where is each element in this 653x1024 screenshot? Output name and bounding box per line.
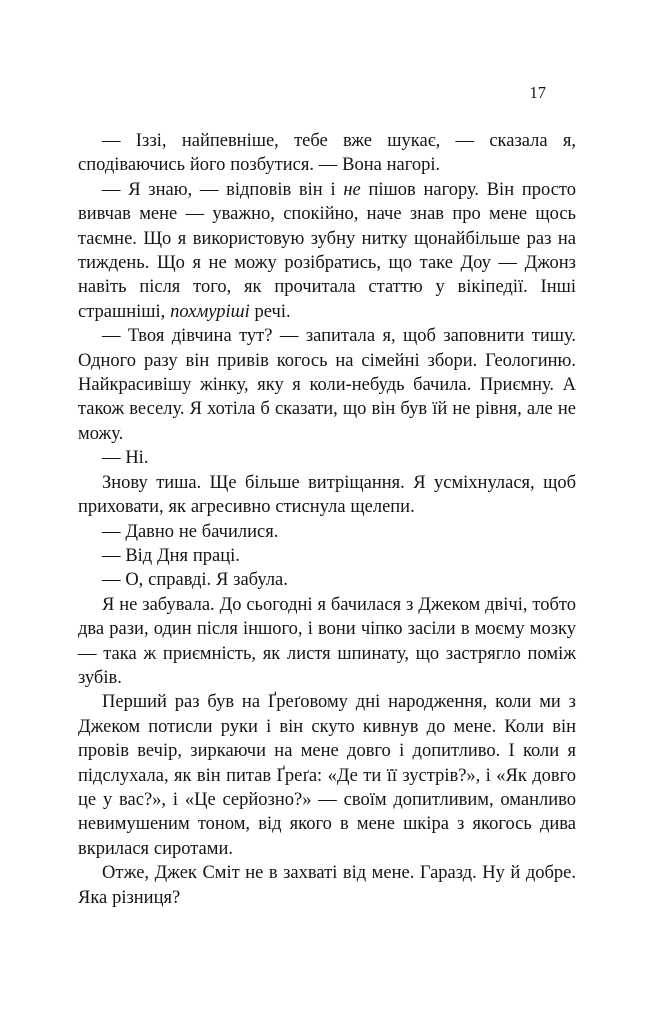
paragraph	[78, 129, 576, 178]
paragraph	[78, 471, 576, 520]
page-text	[78, 129, 576, 910]
paragraph	[78, 324, 576, 446]
emphasized-text: похмуріші	[170, 301, 250, 322]
text-run: Я не забувала. До сьогодні я бачилася з Джеком двічі, тобто два рази, один після іншого, і вони чіпко засіли в моєму мозку — така ж приємність, як листя шпинату, що застрягло поміж зубів.	[78, 594, 576, 688]
text-run: — Давно не бачилися.	[102, 521, 279, 542]
text-run: Отже, Джек Сміт не в захваті від мене. Гаразд. Ну й добре. Яка різниця?	[78, 863, 576, 908]
page-number: 17	[529, 83, 546, 102]
paragraph	[78, 446, 576, 470]
text-run: пішов нагору. Він просто вивчав мене — уважно, спокійно, наче знав про мене щось таємне. Що я використовую зубну нитку щонайбільше раз на тиждень. Що я не можу розібратись, що таке Доу — Джонз навіть після того, як прочитала статтю у вікіпедії. Інші страшніші,	[78, 179, 576, 322]
paragraph	[78, 520, 576, 544]
text-run: речі.	[249, 301, 291, 322]
emphasized-text: не	[343, 179, 361, 200]
text-run: — Я знаю, — відповів він і	[102, 179, 344, 200]
text-run: Перший раз був на Ґреґовому дні народження, коли ми з Джеком потисли руки і він скуто кивнув до мене. Коли він провів вечір, зиркаючи на мене довго і допитливо. І коли я підслухала, як він питав Ґреґа: «Де ти її зустрів?», і «Як довго це у вас?», і «Це серйозно?» — своїм допитливим, оманливо невимушеним тоном, від якого в мене шкіра з якогось дива вкрилася сиротами.	[78, 692, 576, 859]
paragraph	[78, 568, 576, 592]
paragraph	[78, 593, 576, 691]
paragraph	[78, 690, 576, 861]
text-run: — Твоя дівчина тут? — запитала я, щоб заповнити тишу. Одного разу він привів когось на сімейні збори. Геологиню. Найкрасивішу жінку, яку я коли-небудь бачила. Приємну. А також веселу. Я хотіла б сказати, що він був їй не рівня, але не можу.	[78, 326, 576, 444]
text-run: — Ні.	[102, 448, 149, 469]
paragraph	[78, 861, 576, 910]
text-run: Знову тиша. Ще більше витріщання. Я усміхнулася, щоб приховати, як агресивно стиснула щелепи.	[78, 472, 576, 518]
text-run: — О, справді. Я забула.	[102, 570, 288, 591]
paragraph	[78, 544, 576, 568]
text-run: — Від Дня праці.	[102, 545, 240, 566]
paragraph	[78, 178, 576, 324]
text-run: — Іззі, найпевніше, тебе вже шукає, — сказала я, сподіваючись його позбутися. — Вона нагорі.	[78, 131, 576, 176]
